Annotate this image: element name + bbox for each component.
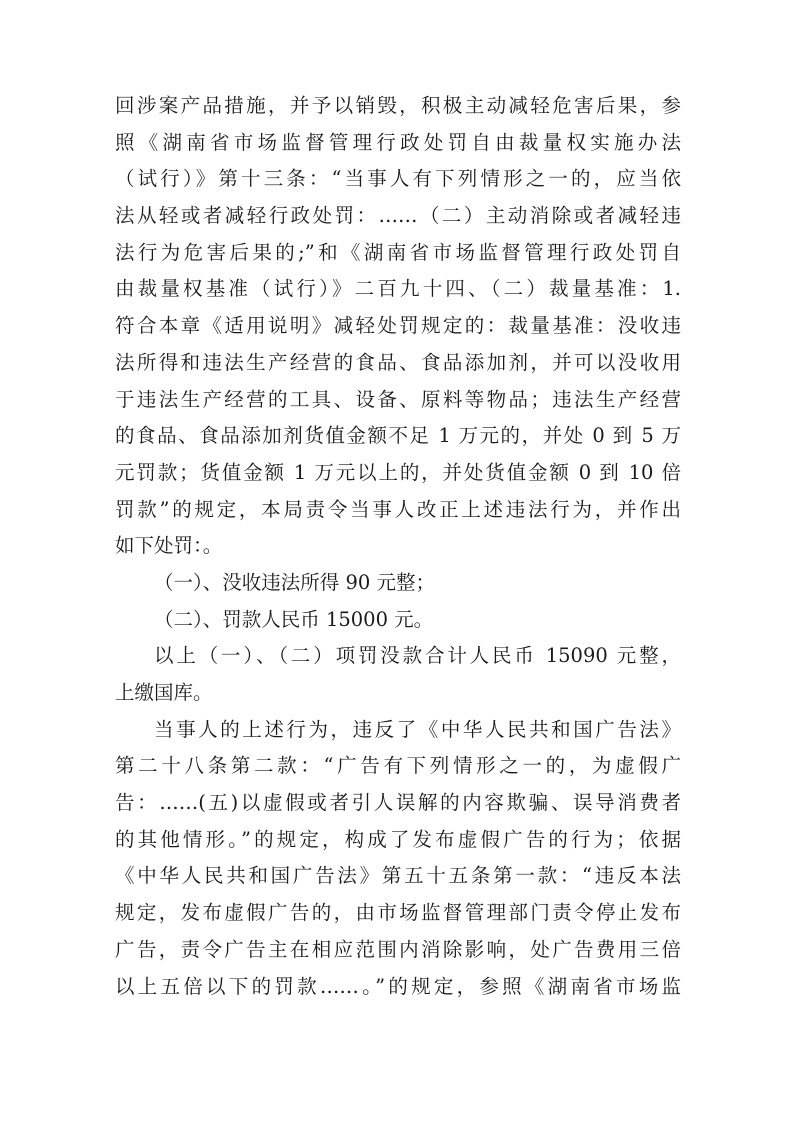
text-line: 如下处罚：。 bbox=[115, 534, 223, 558]
text-line: 元罚款；货值金额 1 万元以上的，并处货值金额 0 到 10 倍 bbox=[115, 460, 681, 484]
text-line: 法所得和违法生产经营的食品、食品添加剂，并可以没收用 bbox=[115, 350, 681, 374]
text-line: 回涉案产品措施，并予以销毁，积极主动减轻危害后果，参 bbox=[115, 94, 681, 117]
text-line: （试行）》第十三条：“当事人有下列情形之一的，应当依 bbox=[115, 167, 681, 191]
text-line: 的其他情形。”的规定，构成了发布虚假广告的行为；依据 bbox=[115, 827, 681, 851]
text-line: 上缴国库。 bbox=[115, 681, 213, 704]
text-line: 罚款”的规定，本局责令当事人改正上述违法行为，并作出 bbox=[115, 497, 681, 521]
text-line: （二）、罚款人民币 15000 元。 bbox=[154, 607, 434, 631]
text-line: 当事人的上述行为，违反了《中华人民共和国广告法》 bbox=[154, 717, 681, 741]
text-line: 法行为危害后果的;”和《湖南省市场监督管理行政处罚自 bbox=[115, 240, 681, 264]
text-line: 符合本章《适用说明》减轻处罚规定的：裁量基准：没收违 bbox=[115, 314, 681, 338]
text-line: 告：……(五)以虚假或者引人误解的内容欺骗、误导消费者 bbox=[115, 791, 681, 815]
document-page bbox=[115, 88, 681, 1005]
text-line: 以上五倍以下的罚款……。”的规定，参照《湖南省市场监 bbox=[115, 974, 681, 998]
text-line: 照《湖南省市场监督管理行政处罚自由裁量权实施办法 bbox=[115, 130, 681, 154]
text-line: 法从轻或者减轻行政处罚：……（二）主动消除或者减轻违 bbox=[115, 204, 681, 228]
text-line: （一）、没收违法所得 90 元整； bbox=[154, 570, 435, 594]
text-line: 广告，责令广告主在相应范围内消除影响，处广告费用三倍 bbox=[115, 937, 681, 961]
text-line: 的食品、食品添加剂货值金额不足 1 万元的，并处 0 到 5 万 bbox=[115, 424, 681, 448]
text-line: 《中华人民共和国广告法》第五十五条第一款：“违反本法 bbox=[115, 864, 681, 888]
text-line: 规定，发布虚假广告的，由市场监督管理部门责令停止发布 bbox=[115, 901, 681, 925]
text-line: 由裁量权基准（试行）》二百九十四、（二）裁量基准：1. bbox=[115, 277, 681, 301]
text-line: 以上（一）、（二）项罚没款合计人民币 15090 元整， bbox=[154, 644, 681, 668]
text-line: 第二十八条第二款：“广告有下列情形之一的，为虚假广 bbox=[115, 754, 681, 778]
text-line: 于违法生产经营的工具、设备、原料等物品；违法生产经营 bbox=[115, 387, 681, 411]
